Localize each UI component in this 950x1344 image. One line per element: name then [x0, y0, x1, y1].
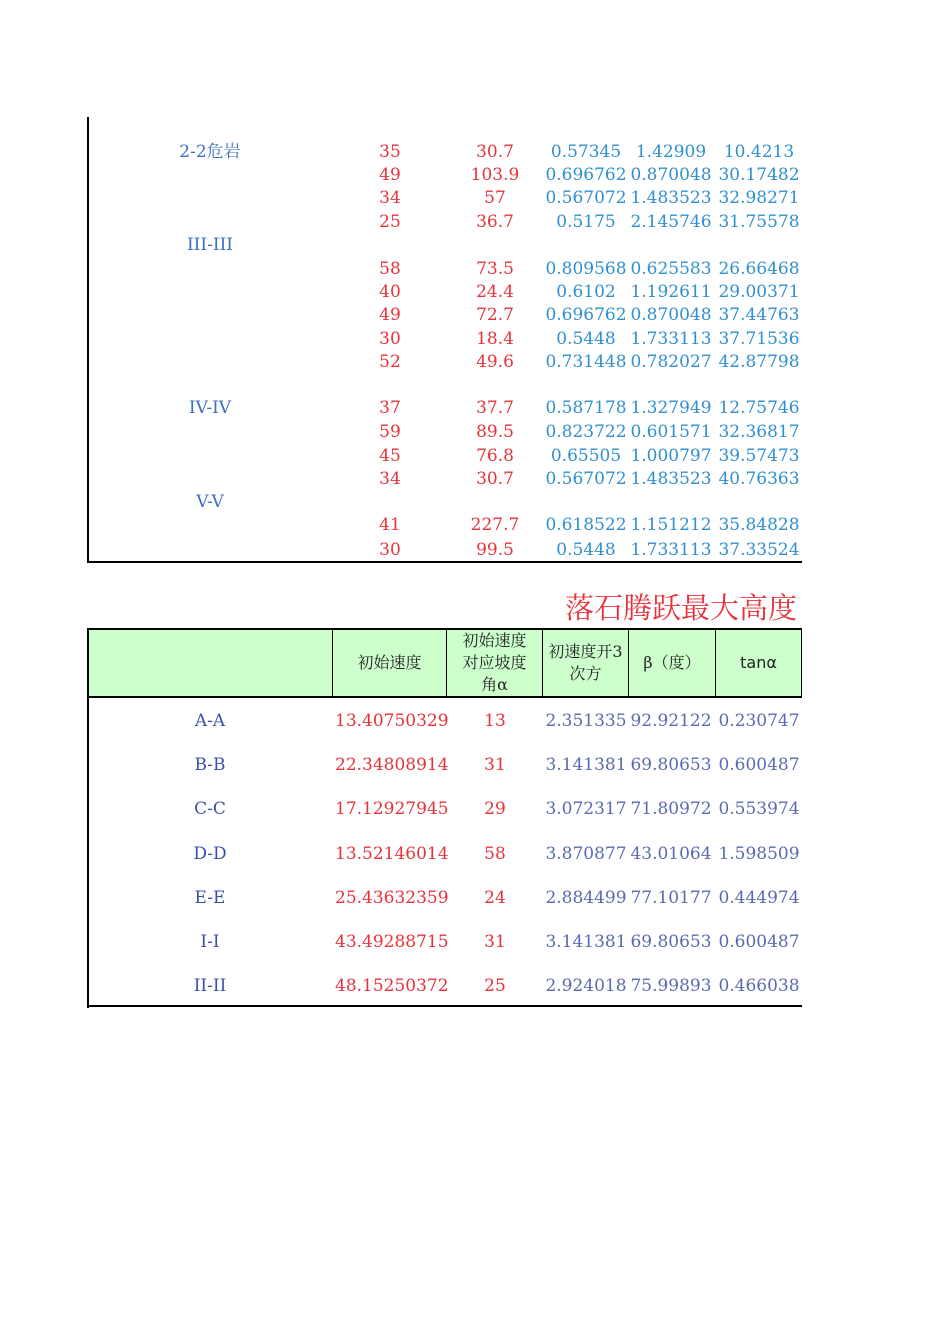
- second-row-cell-c2: 58: [484, 844, 506, 864]
- second-row-label: II-II: [193, 976, 227, 996]
- top-row-cell-c1: 49: [379, 305, 401, 325]
- top-row-cell-c4: 0.625583: [630, 259, 712, 279]
- second-row-cell-c5: 0.444974: [718, 888, 800, 908]
- top-row-cell-c3: 0.65505: [550, 446, 622, 466]
- top-row-cell-c5: [716, 375, 802, 397]
- second-row-cell-c2: 25: [484, 976, 506, 996]
- second-row-label: A-A: [194, 711, 226, 731]
- second-row-cell-c4: 69.80653: [630, 755, 712, 775]
- second-row-label: D-D: [193, 844, 227, 864]
- second-row-cell-c4: 71.80972: [630, 799, 712, 819]
- top-row-cell-c3: 0.5175: [556, 212, 616, 232]
- top-row-label: [150, 211, 270, 233]
- second-row-cell-c5: 0.600487: [718, 932, 800, 952]
- top-row-label: 2-2危岩: [179, 142, 241, 162]
- top-row-cell-c1: 35: [379, 142, 401, 162]
- second-row-label: I-I: [200, 932, 220, 952]
- second-row-cell-c3: 3.072317: [545, 799, 627, 819]
- second-row-label: E-E: [194, 888, 226, 908]
- top-row-label: [150, 375, 270, 397]
- header-cell-slope-angle: 初始速度对应坡度角α: [447, 628, 543, 698]
- top-row-cell-c2: 103.9: [470, 165, 520, 185]
- top-row-label: [150, 539, 270, 561]
- top-row-label: [150, 304, 270, 326]
- top-row-cell-c1: 34: [379, 188, 401, 208]
- top-row-cell-c3: 0.809568: [545, 259, 627, 279]
- top-row-cell-c5: 39.57473: [718, 446, 800, 466]
- top-row-label: IV-IV: [188, 398, 232, 418]
- second-row-cell-c3: 2.924018: [545, 976, 627, 996]
- top-row-cell-c3: [545, 234, 627, 256]
- second-row-cell-c3: 2.351335: [545, 711, 627, 731]
- top-row-cell-c4: 1.733113: [630, 329, 712, 349]
- top-row-cell-c3: 0.696762: [545, 165, 627, 185]
- second-row-cell-c5: 0.230747: [718, 711, 800, 731]
- header-cell-initial-velocity: 初始速度: [333, 628, 447, 698]
- top-row-cell-c5: 37.71536: [718, 329, 800, 349]
- top-row-cell-c5: 32.98271: [718, 188, 800, 208]
- top-row-cell-c5: 29.00371: [718, 282, 800, 302]
- top-row-cell-c4: [630, 234, 712, 256]
- header-cell-label: [89, 628, 333, 698]
- top-row-cell-c4: 1.192611: [630, 282, 712, 302]
- top-row-cell-c1: 25: [379, 212, 401, 232]
- second-row-cell-c4: 75.99893: [630, 976, 712, 996]
- second-row-cell-c3: 3.141381: [545, 755, 627, 775]
- top-row-cell-c3: 0.823722: [545, 422, 627, 442]
- top-row-cell-c1: 34: [379, 469, 401, 489]
- top-row-label: [150, 281, 270, 303]
- top-row-cell-c2: 37.7: [476, 398, 514, 418]
- second-row-cell-c3: 3.141381: [545, 932, 627, 952]
- top-row-cell-c2: 99.5: [476, 540, 514, 560]
- top-row-cell-c2: 73.5: [476, 259, 514, 279]
- second-row-cell-c1: 13.40750329: [335, 711, 449, 731]
- second-row-cell-c3: 3.870877: [545, 844, 627, 864]
- top-row-label: [150, 258, 270, 280]
- top-row-cell-c4: 2.145746: [630, 212, 712, 232]
- top-row-cell-c3: [545, 491, 627, 513]
- top-row-cell-c2: 24.4: [476, 282, 514, 302]
- top-row-cell-c2: 89.5: [476, 422, 514, 442]
- top-row-cell-c2: 30.7: [476, 142, 514, 162]
- top-row-cell-c2: 57: [484, 188, 506, 208]
- second-row-label: C-C: [194, 799, 226, 819]
- second-row-cell-c2: 24: [484, 888, 506, 908]
- top-row-cell-c4: [630, 491, 712, 513]
- top-row-cell-c3: 0.5448: [556, 540, 616, 560]
- top-row-cell-c5: 26.66468: [718, 259, 800, 279]
- top-row-cell-c5: 32.36817: [718, 422, 800, 442]
- top-row-cell-c1: [345, 234, 435, 256]
- top-row-cell-c2: 30.7: [476, 469, 514, 489]
- top-row-label: [150, 351, 270, 373]
- top-row-cell-c3: 0.567072: [545, 188, 627, 208]
- second-row-cell-c1: 22.34808914: [335, 755, 449, 775]
- top-row-cell-c4: 0.870048: [630, 165, 712, 185]
- top-row-label: [150, 514, 270, 536]
- top-row-cell-c3: 0.57345: [550, 142, 622, 162]
- top-row-label: [150, 421, 270, 443]
- header-cell-beta: β（度）: [629, 628, 716, 698]
- top-row-cell-c5: [716, 234, 802, 256]
- second-row-cell-c1: 43.49288715: [335, 932, 449, 952]
- top-row-cell-c4: 0.870048: [630, 305, 712, 325]
- top-row-cell-c5: 12.75746: [718, 398, 800, 418]
- top-row-cell-c5: 10.4213: [723, 142, 795, 162]
- second-row-cell-c2: 13: [484, 711, 506, 731]
- second-row-cell-c2: 31: [484, 755, 506, 775]
- second-row-cell-c2: 29: [484, 799, 506, 819]
- top-row-cell-c4: 1.151212: [630, 515, 712, 535]
- top-row-cell-c1: 40: [379, 282, 401, 302]
- top-row-label: [150, 328, 270, 350]
- second-row-cell-c3: 2.884499: [545, 888, 627, 908]
- top-row-cell-c4: 1.483523: [630, 188, 712, 208]
- top-row-cell-c3: 0.731448: [545, 352, 627, 372]
- header-cell-tan-alpha: tanα: [716, 628, 802, 698]
- second-row-cell-c4: 69.80653: [630, 932, 712, 952]
- second-row-cell-c5: 0.600487: [718, 755, 800, 775]
- top-row-cell-c4: 1.733113: [630, 540, 712, 560]
- second-row-cell-c1: 17.12927945: [335, 799, 449, 819]
- top-row-cell-c4: 1.483523: [630, 469, 712, 489]
- top-row-cell-c4: 0.782027: [630, 352, 712, 372]
- top-row-cell-c1: 52: [379, 352, 401, 372]
- second-row-cell-c4: 92.92122: [630, 711, 712, 731]
- second-row-cell-c4: 43.01064: [630, 844, 712, 864]
- top-row-cell-c3: 0.5448: [556, 329, 616, 349]
- top-row-cell-c3: 0.618522: [545, 515, 627, 535]
- top-row-label: [150, 445, 270, 467]
- top-row-cell-c1: 45: [379, 446, 401, 466]
- header-cell-cube-root: 初速度开3次方: [543, 628, 629, 698]
- top-row-cell-c5: 37.44763: [718, 305, 800, 325]
- second-row-cell-c2: 31: [484, 932, 506, 952]
- second-row-label: B-B: [194, 755, 226, 775]
- top-row-cell-c1: [345, 375, 435, 397]
- top-row-cell-c2: 72.7: [476, 305, 514, 325]
- top-row-cell-c5: 42.87798: [718, 352, 800, 372]
- second-row-cell-c1: 25.43632359: [335, 888, 449, 908]
- top-row-cell-c1: 59: [379, 422, 401, 442]
- top-row-cell-c4: 0.601571: [630, 422, 712, 442]
- top-row-cell-c1: [345, 491, 435, 513]
- top-row-cell-c4: 1.327949: [630, 398, 712, 418]
- top-row-cell-c3: 0.567072: [545, 469, 627, 489]
- top-row-label: [150, 187, 270, 209]
- top-row-cell-c4: 1.000797: [630, 446, 712, 466]
- top-row-cell-c2: [450, 234, 540, 256]
- second-row-cell-c4: 77.10177: [630, 888, 712, 908]
- second-table-bottom-border: [87, 1005, 802, 1007]
- top-row-cell-c2: 49.6: [476, 352, 514, 372]
- top-row-cell-c2: 227.7: [470, 515, 520, 535]
- top-row-cell-c3: [545, 375, 627, 397]
- top-row-cell-c3: 0.696762: [545, 305, 627, 325]
- top-row-label: [150, 468, 270, 490]
- second-row-cell-c5: 1.598509: [718, 844, 800, 864]
- second-table-title: 落石腾跃最大高度: [565, 591, 798, 625]
- top-table-bottom-border: [87, 561, 802, 563]
- top-row-cell-c2: 18.4: [476, 329, 514, 349]
- top-row-cell-c1: 49: [379, 165, 401, 185]
- second-row-cell-c1: 13.52146014: [335, 844, 449, 864]
- top-row-cell-c1: 30: [379, 329, 401, 349]
- top-row-cell-c1: 41: [379, 515, 401, 535]
- top-row-label: [150, 164, 270, 186]
- top-row-cell-c4: 1.42909: [635, 142, 707, 162]
- top-row-cell-c2: 76.8: [476, 446, 514, 466]
- top-row-cell-c1: 37: [379, 398, 401, 418]
- top-row-label: III-III: [186, 235, 234, 255]
- top-row-cell-c5: [716, 491, 802, 513]
- top-row-cell-c2: 36.7: [476, 212, 514, 232]
- top-row-cell-c1: 30: [379, 540, 401, 560]
- top-row-cell-c2: [450, 491, 540, 513]
- top-row-cell-c5: 37.33524: [718, 540, 800, 560]
- top-row-cell-c4: [630, 375, 712, 397]
- second-row-cell-c5: 0.466038: [718, 976, 800, 996]
- top-row-cell-c1: 58: [379, 259, 401, 279]
- top-row-cell-c5: 31.75578: [718, 212, 800, 232]
- top-row-cell-c5: 35.84828: [718, 515, 800, 535]
- top-row-cell-c3: 0.587178: [545, 398, 627, 418]
- second-row-cell-c5: 0.553974: [718, 799, 800, 819]
- top-row-cell-c2: [450, 375, 540, 397]
- top-table-left-border: [87, 117, 89, 563]
- top-row-cell-c5: 40.76363: [718, 469, 800, 489]
- second-row-cell-c1: 48.15250372: [335, 976, 449, 996]
- top-row-label: V-V: [196, 492, 224, 512]
- top-row-cell-c3: 0.6102: [556, 282, 616, 302]
- top-row-cell-c5: 30.17482: [718, 165, 800, 185]
